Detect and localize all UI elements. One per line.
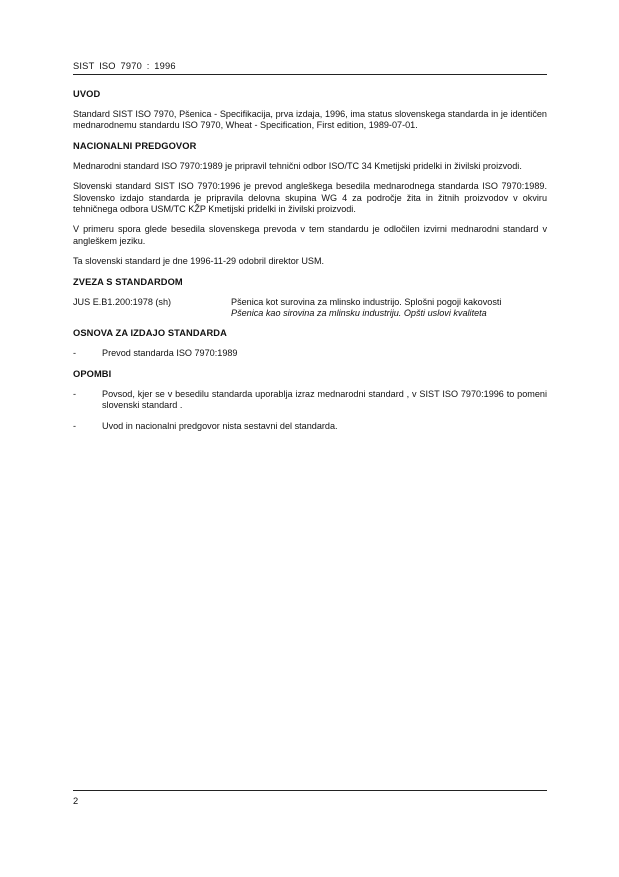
list-item bbox=[73, 348, 547, 359]
opomba-item-1: Povsod, kjer se v besedilu standarda uporablja izraz mednarodni standard , v SIST ISO 7970:1996 to pomeni slovenski standard . bbox=[102, 388, 547, 411]
bullet-dash: - bbox=[73, 420, 77, 431]
list-item bbox=[73, 421, 547, 432]
related-standard-description bbox=[231, 297, 547, 320]
opomba-item-2: Uvod in nacionalni predgovor nista sestavni del standarda. bbox=[102, 420, 338, 431]
related-standard-reference: JUS E.B1.200:1978 (sh) bbox=[73, 296, 172, 307]
predgovor-paragraph-1: Mednarodni standard ISO 7970:1989 je pripravil tehnični odbor ISO/TC 34 Kmetijski pridelki in živilski proizvodi. bbox=[73, 160, 522, 171]
document-page bbox=[73, 0, 547, 877]
related-standard-row bbox=[73, 297, 547, 320]
osnova-item: Prevod standarda ISO 7970:1989 bbox=[102, 348, 238, 359]
section-heading-nacionalni-predgovor: NACIONALNI PREDGOVOR bbox=[73, 140, 197, 151]
section-heading-zveza: ZVEZA S STANDARDOM bbox=[73, 276, 183, 287]
section-heading-osnova: OSNOVA ZA IZDAJO STANDARDA bbox=[73, 328, 227, 339]
document-content bbox=[73, 89, 547, 441]
section-heading-opombi: OPOMBI bbox=[73, 368, 112, 379]
predgovor-paragraph-3: V primeru spora glede besedila slovenskega prevoda v tem standardu je odločilen izvirni mednarodni standard v angleškem jeziku. bbox=[73, 224, 547, 246]
bullet-dash: - bbox=[73, 348, 77, 359]
header-rule bbox=[73, 74, 547, 75]
list-item bbox=[73, 389, 547, 412]
bullet-dash: - bbox=[73, 388, 77, 399]
page-number: 2 bbox=[73, 796, 79, 806]
related-standard-title-sl: Pšenica kot surovina za mlinsko industrijo. Splošni pogoji kakovosti bbox=[231, 296, 502, 307]
section-heading-uvod: UVOD bbox=[73, 89, 101, 99]
document-header: SIST ISO 7970 : 1996 bbox=[73, 61, 176, 71]
predgovor-paragraph-2: Slovenski standard SIST ISO 7970:1996 je prevod angleškega besedila mednarodnega standarda ISO 7970:1989. Slovensko izdajo standarda je pripravila delovna skupina WG 4 za področje žita in žitnih proizvodov v okviru tehničnega odbora USM/TC KŽP Kmetijski pridelki in živilski proizvodi. bbox=[73, 181, 547, 215]
footer-rule bbox=[73, 790, 547, 791]
related-standard-title-sh: Pšenica kao sirovina za mlinsku industriju. Opšti uslovi kvaliteta bbox=[231, 308, 487, 319]
predgovor-paragraph-4: Ta slovenski standard je dne 1996-11-29 odobril direktor USM. bbox=[73, 256, 325, 267]
uvod-paragraph: Standard SIST ISO 7970, Pšenica - Specifikacija, prva izdaja, 1996, ima status slovenskega standarda in je identičen mednarodnemu standardu ISO 7970, Wheat - Specification, First edition, 1989-07-01. bbox=[73, 109, 547, 131]
